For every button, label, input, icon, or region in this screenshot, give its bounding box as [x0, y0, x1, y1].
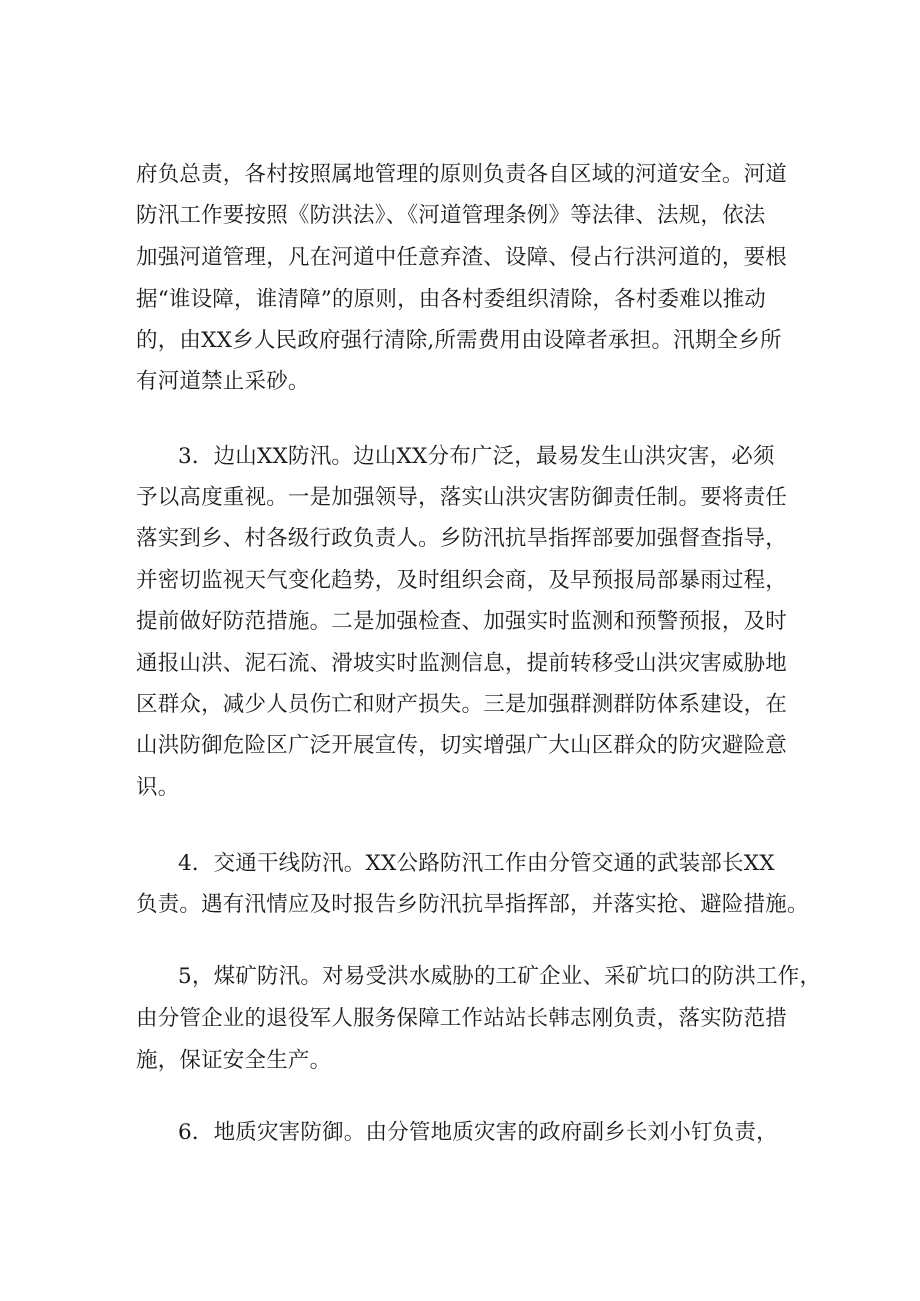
paragraph-first-line: 3．边山XX防汛。边山XX分布广泛，最易发生山洪灾害，必须: [178, 444, 775, 469]
text-line: 落实到乡、村各级行政负责人。乡防汛抗旱指挥部要加强督查指导，: [136, 526, 788, 551]
text-line: 山洪防御危险区广泛开展宣传，切实增强广大山区群众的防灾避险意: [136, 733, 788, 758]
text-line: 并密切监视天气变化趋势，及时组织会商，及早预报局部暴雨过程，: [136, 568, 788, 593]
text-line: 识。: [136, 775, 180, 800]
paragraph-first-line: 6．地质灾害防御。由分管地质灾害的政府副乡长刘小钉负责，: [178, 1120, 778, 1145]
text-line: 的，由XX乡人民政府强行清除,所需费用由设障者承担。汛期全乡所: [136, 328, 782, 353]
text-line: 施，保证安全生产。: [136, 1048, 332, 1073]
text-line: 负责。遇有汛情应及时报告乡防汛抗旱指挥部，并落实抢、避险措施。: [136, 892, 809, 917]
text-line: 通报山洪、泥石流、滑坡实时监测信息，提前转移受山洪灾害威胁地: [136, 651, 788, 676]
paragraph-first-line: 5，煤矿防汛。对易受洪水威胁的工矿企业、采矿坑口的防洪工作，: [178, 964, 822, 989]
text-line: 加强河道管理，凡在河道中任意弃渣、设障、侵占行洪河道的，要根: [136, 245, 788, 270]
text-line: 予以高度重视。一是加强领导，落实山洪灾害防御责任制。要将责任: [136, 485, 788, 510]
text-line: 区群众，减少人员伤亡和财产损失。三是加强群测群防体系建设，在: [136, 692, 788, 717]
text-line: 据“谁设障，谁清障”的原则，由各村委组织清除，各村委难以推动: [136, 287, 766, 312]
paragraph-first-line: 4．交通干线防汛。XX公路防汛工作由分管交通的武装部长XX: [178, 851, 775, 876]
text-line: 防汛工作要按照《防洪法》、《河道管理条例》等法律、法规，依法: [136, 203, 766, 228]
text-line: 由分管企业的退役军人服务保障工作站站长韩志刚负责，落实防范措: [136, 1006, 788, 1031]
text-line: 府负总责，各村按照属地管理的原则负责各自区域的河道安全。河道: [136, 162, 788, 187]
text-line: 有河道禁止采砂。: [136, 369, 310, 394]
text-line: 提前做好防范措施。二是加强检查、加强实时监测和预警预报，及时: [136, 609, 788, 634]
